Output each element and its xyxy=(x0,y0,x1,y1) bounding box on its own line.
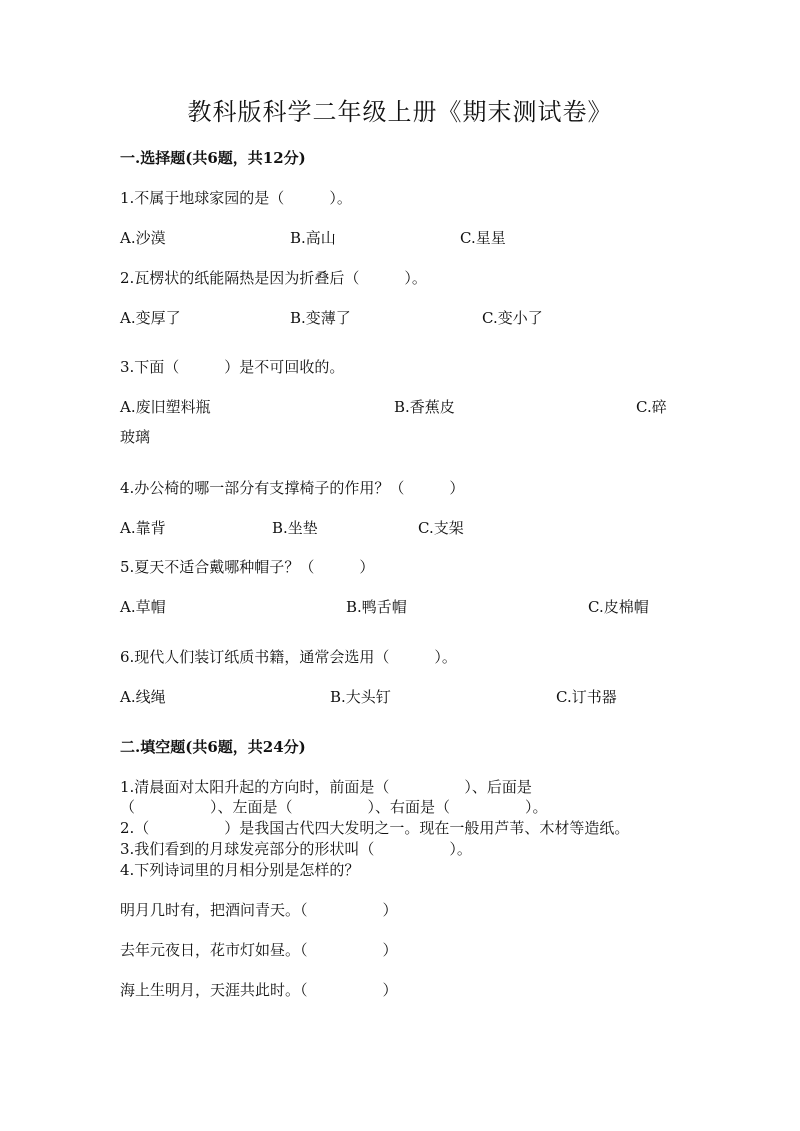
option-b: B.坐垫 xyxy=(272,519,318,537)
fill-line: （ ）、左面是（ ）、右面是（ ）。 xyxy=(120,798,548,816)
option-a: A.沙漠 xyxy=(120,229,166,247)
option-a: A.变厚了 xyxy=(120,309,181,327)
question-stem: 2.瓦楞状的纸能隔热是因为折叠后（ ）。 xyxy=(120,269,427,287)
question-stem: 3.下面（ ）是不可回收的。 xyxy=(120,358,345,376)
option-a: A.靠背 xyxy=(120,519,166,537)
document-title: 教科版科学二年级上册《期末测试卷》 xyxy=(187,98,613,126)
option-b: B.鸭舌帽 xyxy=(346,598,407,616)
option-b: B.变薄了 xyxy=(290,309,351,327)
option-c: C.订书器 xyxy=(556,688,617,706)
section-heading-choice: 一.选择题(共6题，共12分) xyxy=(120,149,306,167)
fill-line: 1.清晨面对太阳升起的方向时，前面是（ ）、后面是 xyxy=(120,778,532,796)
fill-line: 4.下列诗词里的月相分别是怎样的？ xyxy=(120,861,360,879)
option-c: C.碎 xyxy=(636,398,667,416)
option-c: C.皮棉帽 xyxy=(588,598,649,616)
option-a: A.废旧塑料瓶 xyxy=(120,398,211,416)
option-a: A.草帽 xyxy=(120,598,166,616)
option-c: C.星星 xyxy=(460,229,506,247)
poem-line: 海上生明月，天涯共此时。（ ） xyxy=(120,981,398,999)
option-c-wrap: 玻璃 xyxy=(120,428,151,446)
question-stem: 4.办公椅的哪一部分有支撑椅子的作用？（ ） xyxy=(120,479,465,497)
option-b: B.高山 xyxy=(290,229,336,247)
poem-line: 去年元夜日，花市灯如昼。（ ） xyxy=(120,941,398,959)
poem-line: 明月几时有，把酒问青天。（ ） xyxy=(120,901,398,919)
option-a: A.线绳 xyxy=(120,688,166,706)
question-stem: 5.夏天不适合戴哪种帽子？（ ） xyxy=(120,558,375,576)
question-stem: 6.现代人们装订纸质书籍，通常会选用（ ）。 xyxy=(120,648,457,666)
option-c: C.支架 xyxy=(418,519,464,537)
question-stem: 1.不属于地球家园的是（ ）。 xyxy=(120,189,352,207)
option-c: C.变小了 xyxy=(482,309,543,327)
option-b: B.香蕉皮 xyxy=(394,398,455,416)
fill-line: 3.我们看到的月球发亮部分的形状叫（ ）。 xyxy=(120,840,472,858)
fill-line: 2.（ ）是我国古代四大发明之一。现在一般用芦苇、木材等造纸。 xyxy=(120,819,630,837)
option-b: B.大头钉 xyxy=(330,688,391,706)
section-heading-fill: 二.填空题(共6题，共24分) xyxy=(120,738,306,756)
